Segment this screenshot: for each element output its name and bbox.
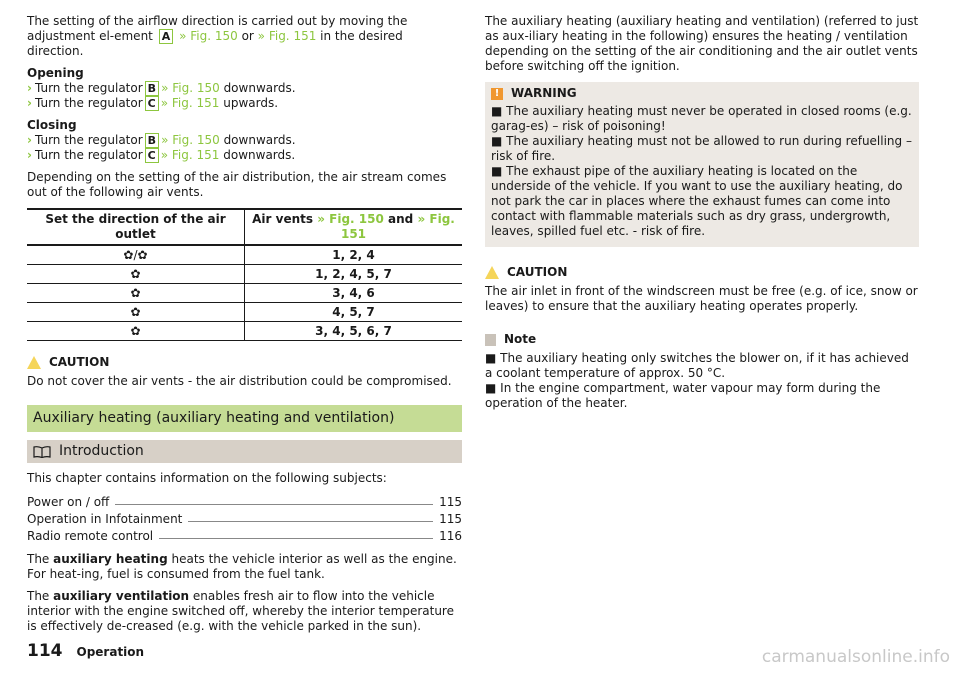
fig-ref[interactable]: » Fig. 150 xyxy=(161,81,220,95)
air-direction-icon: ✿ xyxy=(27,322,245,341)
table-row xyxy=(27,245,462,265)
warning-box xyxy=(485,82,919,247)
section-title: Auxiliary heating (auxiliary heating and ventilation) xyxy=(27,405,462,432)
depending-text: Depending on the setting of the air distribution, the air stream comes out of the following air vents. xyxy=(27,170,447,199)
toc-item[interactable]: Radio remote control 116 xyxy=(27,529,462,543)
caution-header: CAUTION xyxy=(485,265,919,280)
air-vents-table xyxy=(27,208,462,341)
step-item: › Turn the regulator C » Fig. 151 downwards. xyxy=(27,148,296,162)
ventilation-paragraph: The auxiliary ventilation enables fresh air to flow into the vehicle interior with the engine switched off, whereby the interior temperature is effectively de-creased (e.g. with the vehicle parked in the sun). xyxy=(27,589,454,633)
key-a: A xyxy=(159,29,174,44)
step-item: › Turn the regulator C » Fig. 151 upwards. xyxy=(27,96,279,110)
warning-header: ! WARNING xyxy=(491,86,913,101)
col-header-vents: Air vents » Fig. 150 and » Fig. 151 xyxy=(245,209,463,245)
chapter-intro: This chapter contains information on the following subjects: xyxy=(27,471,387,485)
warning-item: ■ The auxiliary heating must not be allowed to run during refuelling – risk of fire. xyxy=(491,134,912,163)
air-direction-icon: ✿ xyxy=(27,284,245,303)
table-row xyxy=(27,303,462,322)
table-row xyxy=(27,322,462,341)
page-footer xyxy=(27,641,145,661)
step-item: › Turn the regulator B » Fig. 150 downwards. xyxy=(27,81,296,95)
caution-icon xyxy=(27,356,41,369)
note-item: ■ In the engine compartment, water vapour may form during the operation of the heater. xyxy=(485,381,881,410)
note-icon xyxy=(485,334,496,346)
vents-cell: 4, 5, 7 xyxy=(245,303,463,322)
caution-header: CAUTION xyxy=(27,355,462,370)
vents-cell: 3, 4, 6 xyxy=(245,284,463,303)
toc-item[interactable]: Power on / off 115 xyxy=(27,495,462,509)
air-direction-icon: ✿ xyxy=(27,303,245,322)
fig-ref[interactable]: » Fig. 151 xyxy=(257,29,317,43)
closing-heading: Closing xyxy=(27,118,77,132)
left-column xyxy=(27,14,462,641)
vents-cell: 3, 4, 5, 6, 7 xyxy=(245,322,463,341)
caution-text: Do not cover the air vents - the air distribution could be compromised. xyxy=(27,374,452,388)
fig-ref[interactable]: » Fig. 150 xyxy=(179,29,238,43)
warning-icon: ! xyxy=(491,88,503,100)
book-icon xyxy=(33,446,51,458)
footer-section: Operation xyxy=(76,645,145,659)
aux-intro: The auxiliary heating (auxiliary heating and ventilation) (referred to just as aux-iliary heating in the following) ensures the heating / ventilation depending on the setting of the air conditioning and the air outlet vents before switching off the ignition. xyxy=(485,14,919,73)
caution-icon xyxy=(485,266,499,279)
note-header: Note xyxy=(485,332,919,347)
opening-heading: Opening xyxy=(27,66,84,80)
airflow-intro: The setting of the airflow direction is carried out by moving the adjustment el-ement A » Fig. 150 or » Fig. 151 in the desired direction. xyxy=(27,14,408,58)
vents-cell: 1, 2, 4 xyxy=(245,245,463,265)
caution-text: The air inlet in front of the windscreen must be free (e.g. of ice, snow or leaves) to ensure that the auxiliary heating operates properly. xyxy=(485,284,918,313)
step-item: › Turn the regulator B » Fig. 150 downwards. xyxy=(27,133,296,147)
fig-ref[interactable]: » Fig. 151 xyxy=(160,148,220,162)
heating-paragraph: The auxiliary heating heats the vehicle interior as well as the engine. For heat-ing, fuel is consumed from the fuel tank. xyxy=(27,552,457,581)
note-item: ■ The auxiliary heating only switches the blower on, if it has achieved a coolant temperature of approx. 50 °C. xyxy=(485,351,909,380)
air-direction-icon: ✿ xyxy=(27,265,245,284)
fig-ref[interactable]: » Fig. 150 xyxy=(161,133,220,147)
col-header-direction: Set the direction of the air outlet xyxy=(27,209,245,245)
air-direction-icon: ✿/✿ xyxy=(27,245,245,265)
watermark: carmanualsonline.info xyxy=(761,647,950,667)
page-number: 114 xyxy=(27,641,63,661)
table-row xyxy=(27,284,462,303)
fig-ref[interactable]: » Fig. 151 xyxy=(160,96,220,110)
warning-item: ■ The auxiliary heating must never be operated in closed rooms (e.g. garag-es) – risk of poisoning! xyxy=(491,104,912,133)
right-column xyxy=(485,14,919,411)
vents-cell: 1, 2, 4, 5, 7 xyxy=(245,265,463,284)
warning-item: ■ The exhaust pipe of the auxiliary heating is located on the underside of the vehicle. If you want to use the auxiliary heating, do not park the car in places where the exhaust fumes can come into contact with flammable materials such as dry grass, undergrowth, leaves, spilled fuel etc. - risk of fire. xyxy=(491,164,903,238)
toc-item[interactable]: Operation in Infotainment 115 xyxy=(27,512,462,526)
table-header-row xyxy=(27,209,462,245)
subsection-title: Introduction xyxy=(27,440,462,463)
table-row xyxy=(27,265,462,284)
